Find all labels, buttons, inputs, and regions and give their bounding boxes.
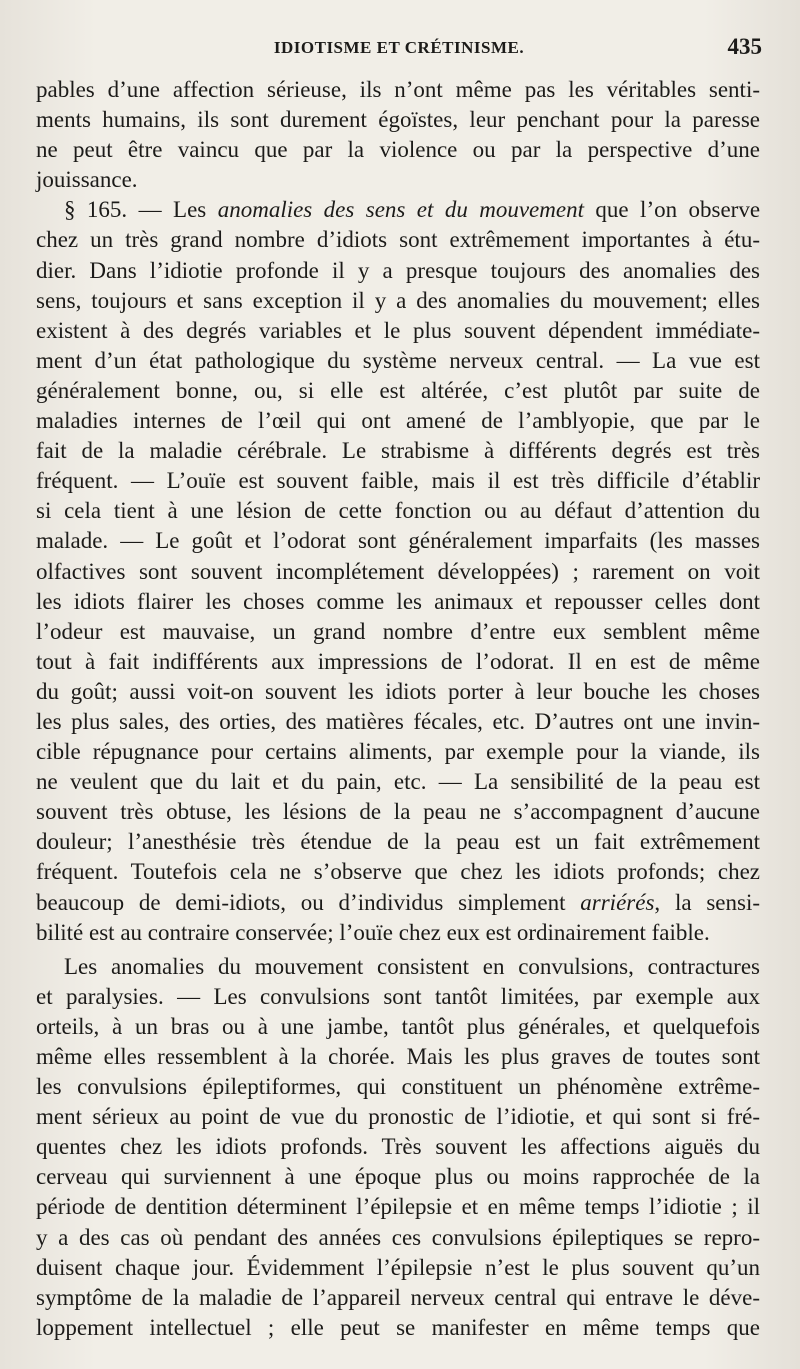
text-line: les convulsions épileptiformes, qui constituent un phénomène extrême- [36,1074,760,1100]
text-line: pables d’une affection sérieuse, ils n’ont même pas les véritables senti- [36,77,760,102]
running-header [36,34,762,64]
text-line: ment d’un état pathologique du système nerveux central. — La vue est [36,347,760,373]
text-line: et paralysies. — Les convulsions sont tantôt limitées, par exemple aux [36,983,760,1009]
text-line: cerveau qui surviennent à une époque plus ou moins rapprochée de la [36,1164,760,1190]
text-line: y a des cas où pendant des années ces convulsions épileptiques se repro- [36,1224,760,1250]
text-line: ment sérieux au point de vue du pronostic de l’idiotie, et qui sont si fré- [36,1104,760,1130]
text-line: tout à fait indifférents aux impressions de l’odorat. Il en est de même [36,648,760,674]
italic-phrase: anomalies des sens et du mouvement [217,197,584,223]
paragraph-3 [36,952,760,1343]
section-mark: § 165. [64,197,128,223]
text-line: Les anomalies du mouvement consistent en convulsions, contractures [64,953,760,979]
text-line: existent à des degrés variables et le plus souvent dépendent immédiate- [36,317,760,343]
paragraph-1 [36,75,760,195]
text-line: chez un très grand nombre d’idiots sont extrêmement importantes à étu- [36,227,760,253]
text-line: quentes chez les idiots profonds. Très souvent les affections aiguës du [36,1134,760,1160]
text-line-with-italic: beaucoup de demi-idiots, ou d’individus simplement arriérés, la sensi- [36,889,761,915]
page-number: 435 [727,34,762,59]
running-title: IDIOTISME ET CRÉTINISME. [273,38,525,57]
text-line: ne peut être vaincu que par la violence ou par la perspective d’une [36,137,760,163]
text-line: les plus sales, des orties, des matières fécales, etc. D’autres ont une invin- [36,708,760,734]
text-line-with-section-mark: § 165. — Les anomalies des sens et du mouvement que l’on observe [64,197,761,223]
paragraph-section-165 [36,195,760,947]
body-text [36,75,760,1343]
text-line: du goût; aussi voit-on souvent les idiots porter à leur bouche les choses [36,678,760,704]
text-line: période de dentition déterminent l’épilepsie et en même temps l’idiotie ; il [36,1194,760,1220]
text-line: dier. Dans l’idiotie profonde il y a presque toujours des anomalies des [36,257,760,283]
italic-word: arriérés [580,889,655,915]
text-line: ments humains, ils sont durement égoïstes, leur penchant pour la paresse [36,107,760,133]
text-line: fréquent. Toutefois cela ne s’observe que chez les idiots profonds; chez [36,859,760,885]
text-line: les idiots flairer les choses comme les animaux et repousser celles dont [36,588,760,614]
text-line: si cela tient à une lésion de cette fonction ou au défaut d’attention du [36,498,760,524]
text-line: douleur; l’anesthésie très étendue de la peau est un fait extrêmement [36,829,760,855]
text-line: fréquent. — L’ouïe est souvent faible, mais il est très difficile d’établir [36,468,760,494]
text-line: duisent chaque jour. Évidemment l’épilepsie n’est le plus souvent qu’un [36,1254,760,1280]
text-line: même elles ressemblent à la chorée. Mais les plus graves de toutes sont [36,1044,760,1069]
text-line: l’odeur est mauvaise, un grand nombre d’entre eux semblent même [36,618,760,644]
text-line: symptôme de la maladie de l’appareil nerveux central qui entrave le déve- [36,1284,760,1310]
text-line: orteils, à un bras ou à une jambe, tantôt plus générales, et quelquefois [36,1013,760,1039]
text-line: fait de la maladie cérébrale. Le strabisme à différents degrés est très [36,438,760,464]
text-line: souvent très obtuse, les lésions de la peau ne s’accompagnent d’aucune [36,799,760,825]
text-line: jouissance. [36,167,138,193]
text-line: généralement bonne, ou, si elle est altérée, c’est plutôt par suite de [36,377,760,403]
text-line: bilité est au contraire conservée; l’ouïe chez eux est ordinairement faible. [36,919,710,945]
text-line: cible répugnance pour certains aliments, par exemple pour la viande, ils [36,739,760,765]
text-line: maladies internes de l’œil qui ont amené de l’amblyopie, que par le [36,408,760,434]
text-line: malade. — Le goût et l’odorat sont généralement imparfaits (les masses [36,528,760,554]
text-line: olfactives sont souvent incomplétement développées) ; rarement on voit [36,558,760,584]
text-line: sens, toujours et sans exception il y a des anomalies du mouvement; elles [36,287,760,313]
text-line: loppement intellectuel ; elle peut se manifester en même temps que [36,1314,760,1340]
text-line: ne veulent que du lait et du pain, etc. — La sensibilité de la peau est [36,769,760,795]
